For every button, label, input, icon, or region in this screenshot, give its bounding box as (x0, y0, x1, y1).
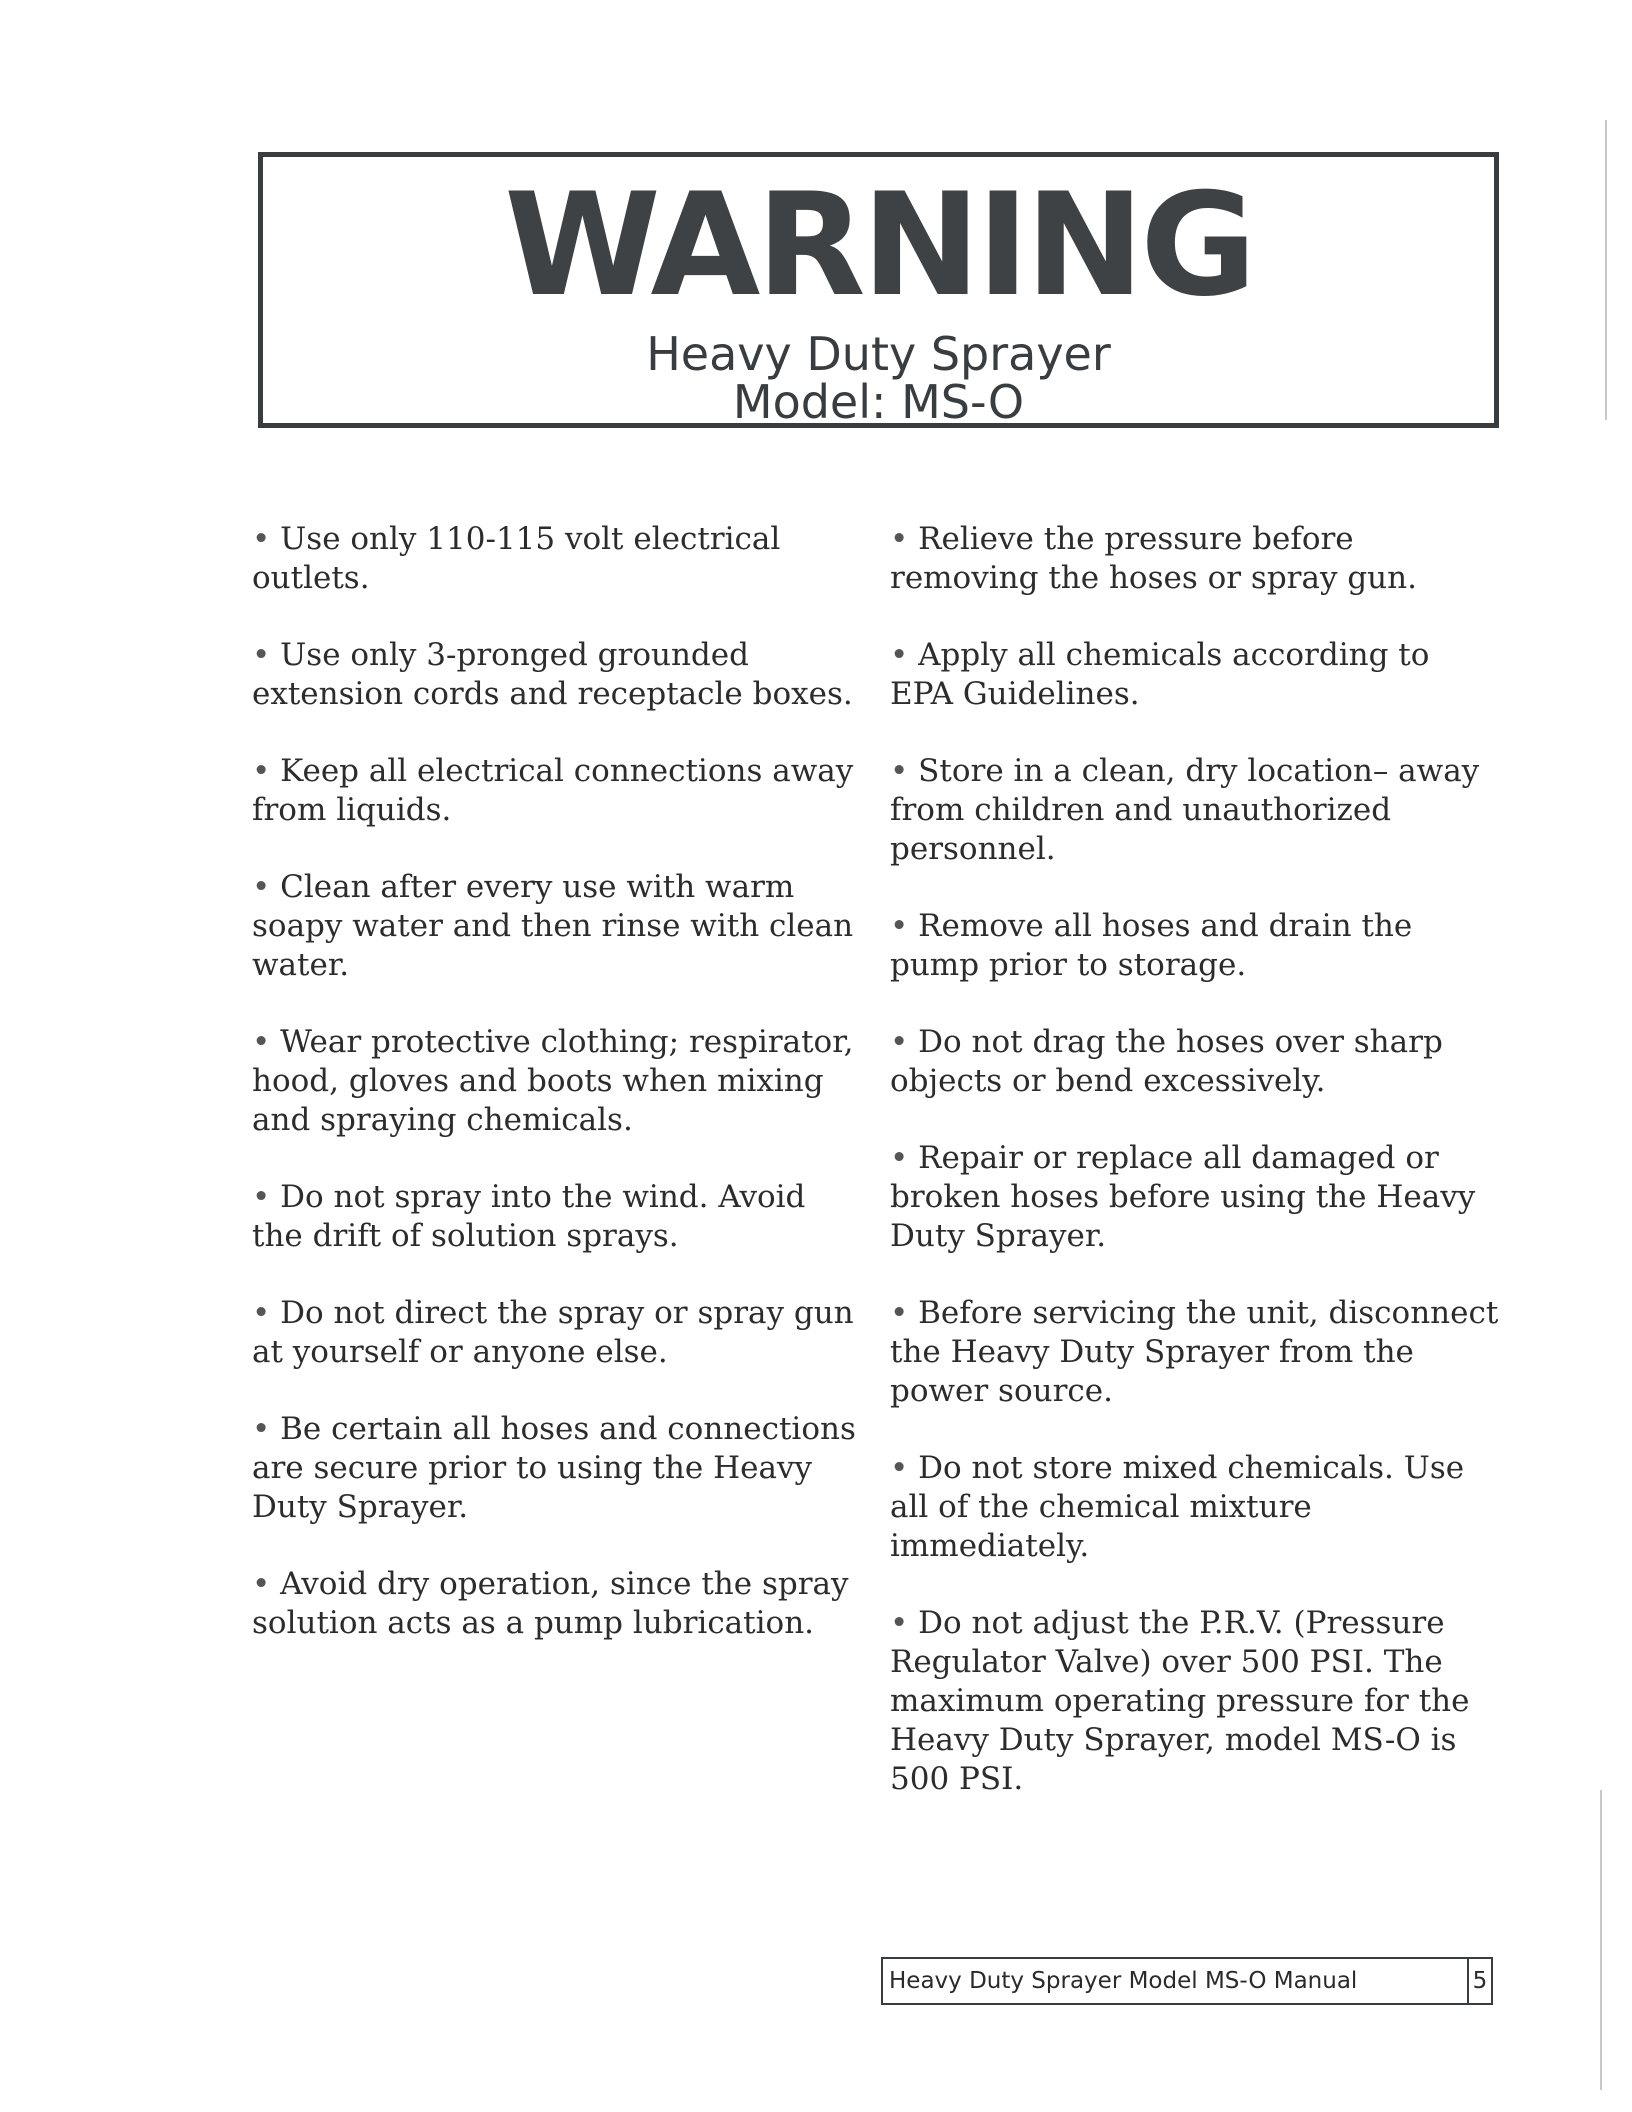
warning-item-text: Wear protective clothing; respirator, hood, gloves and boots when mixing and spraying chemicals. (252, 1024, 854, 1138)
warning-item-text: Use only 110-115 volt electrical outlets. (252, 521, 781, 596)
warning-item (890, 1449, 1500, 1566)
bullet-icon: • (252, 869, 271, 905)
bullet-icon: • (890, 521, 909, 557)
warning-item (890, 1023, 1500, 1101)
warning-subtitle-model: Model: MS-O (732, 375, 1025, 429)
warning-title: WARNING (504, 163, 1253, 328)
warning-item (252, 520, 862, 598)
bullet-icon: • (252, 1566, 271, 1602)
bullet-icon: • (252, 1024, 271, 1060)
bullet-icon: • (252, 637, 271, 673)
warning-item-text: Use only 3-pronged grounded extension cords and receptacle boxes. (252, 637, 853, 712)
warning-item (890, 1139, 1500, 1256)
footer-manual-title: Heavy Duty Sprayer Model MS-O Manual (889, 1968, 1358, 1994)
bullet-icon: • (252, 1295, 271, 1331)
warning-item-text: Repair or replace all damaged or broken hoses before using the Heavy Duty Sprayer. (890, 1140, 1476, 1254)
warning-item (252, 752, 862, 830)
warning-item-text: Do not spray into the wind. Avoid the drift of solution sprays. (252, 1179, 806, 1254)
bullet-icon: • (890, 1295, 909, 1331)
bullet-icon: • (252, 1179, 271, 1215)
warning-item (890, 520, 1500, 598)
warning-item (252, 1178, 862, 1256)
bullet-icon: • (890, 1450, 909, 1486)
warning-item-text: Do not direct the spray or spray gun at yourself or anyone else. (252, 1295, 854, 1370)
warning-item-text: Apply all chemicals according to EPA Guidelines. (890, 637, 1430, 712)
warning-item (890, 907, 1500, 985)
warning-item (890, 752, 1500, 869)
bullet-icon: • (890, 908, 909, 944)
warning-item-text: Store in a clean, dry location– away from children and unauthorized personnel. (890, 753, 1480, 867)
warning-item (890, 636, 1500, 714)
bullet-icon: • (890, 1605, 909, 1641)
warning-box (258, 152, 1499, 428)
bullet-icon: • (890, 1024, 909, 1060)
right-warning-column (890, 520, 1500, 1837)
scan-edge-mark (1605, 120, 1607, 420)
scan-edge-mark (1600, 1790, 1602, 2090)
bullet-icon: • (252, 753, 271, 789)
warning-item-text: Before servicing the unit, disconnect the Heavy Duty Sprayer from the power source. (890, 1295, 1499, 1409)
warning-item-text: Avoid dry operation, since the spray solution acts as a pump lubrication. (252, 1566, 849, 1641)
warning-item (252, 868, 862, 985)
bullet-icon: • (252, 521, 271, 557)
warning-item-text: Do not drag the hoses over sharp objects or bend excessively. (890, 1024, 1443, 1099)
warning-item (252, 1023, 862, 1140)
warning-item (252, 1565, 862, 1643)
warning-item (252, 1410, 862, 1527)
warning-item-text: Do not store mixed chemicals. Use all of the chemical mixture immediately. (890, 1450, 1465, 1564)
warning-item-text: Do not adjust the P.R.V. (Pressure Regulator Valve) over 500 PSI. The maximum operating pressure for the Heavy Duty Sprayer, model MS-O is 500 PSI. (890, 1605, 1470, 1797)
warning-subtitle-product: Heavy Duty Sprayer (646, 327, 1111, 381)
bullet-icon: • (890, 1140, 909, 1176)
warning-item-text: Keep all electrical connections away from liquids. (252, 753, 854, 828)
page-number: 5 (1467, 1959, 1491, 2003)
warning-item (890, 1604, 1500, 1799)
bullet-icon: • (890, 637, 909, 673)
warning-item-text: Relieve the pressure before removing the hoses or spray gun. (890, 521, 1417, 596)
page-footer (881, 1957, 1493, 2005)
warning-item-text: Remove all hoses and drain the pump prior to storage. (890, 908, 1413, 983)
left-warning-column (252, 520, 862, 1681)
warning-item (252, 1294, 862, 1372)
bullet-icon: • (252, 1411, 271, 1447)
warning-item (252, 636, 862, 714)
bullet-icon: • (890, 753, 909, 789)
warning-item-text: Clean after every use with warm soapy water and then rinse with clean water. (252, 869, 854, 983)
warning-item-text: Be certain all hoses and connections are secure prior to using the Heavy Duty Sprayer. (252, 1411, 856, 1525)
warning-item (890, 1294, 1500, 1411)
